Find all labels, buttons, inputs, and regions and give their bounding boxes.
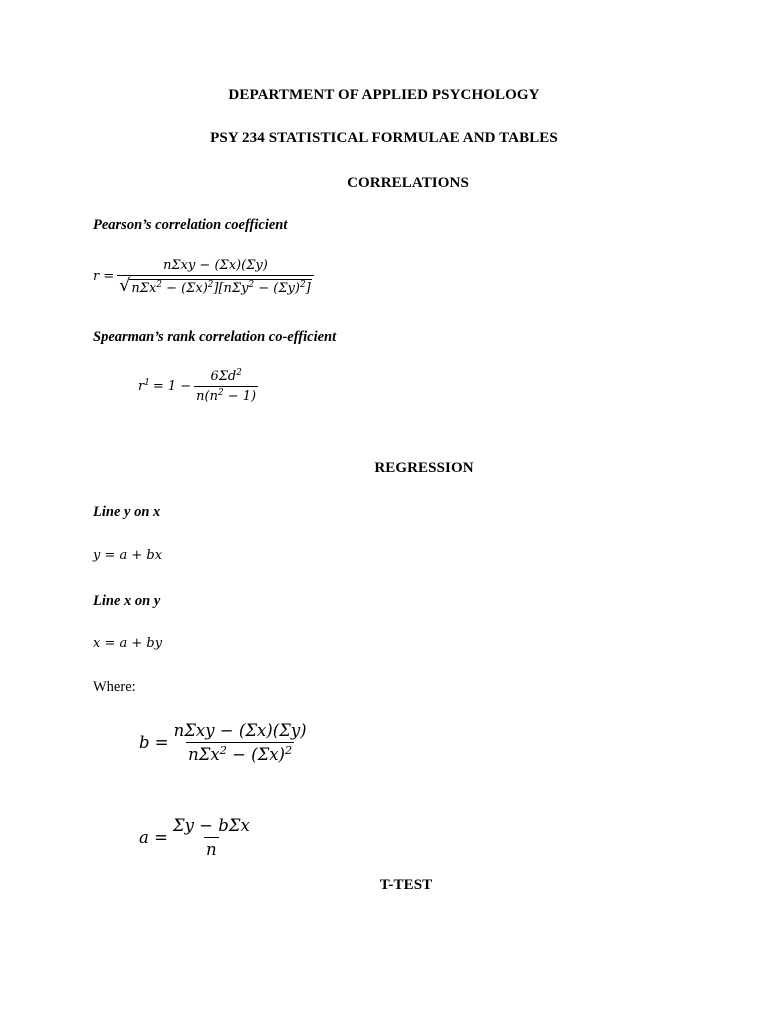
b-formula <box>139 721 309 764</box>
line-y-on-x-equation: y = a + bx <box>93 548 163 563</box>
b-numerator: nΣxy − (Σx)(Σy) <box>173 721 307 740</box>
a-denominator: n <box>204 837 219 859</box>
pearson-fraction <box>117 258 313 296</box>
section-heading-regression: REGRESSION <box>374 460 474 476</box>
section-heading-correlations: CORRELATIONS <box>347 175 469 191</box>
b-fraction <box>172 721 309 764</box>
a-numerator: Σy − bΣx <box>172 816 250 835</box>
spearman-fraction <box>194 369 258 404</box>
a-fraction <box>171 816 252 859</box>
spearman-label: Spearman’s rank correlation co-efficient <box>93 329 337 345</box>
line-x-on-y-equation: x = a + by <box>93 636 163 651</box>
course-title: PSY 234 STATISTICAL FORMULAE AND TABLES <box>210 130 558 146</box>
pearson-formula <box>93 258 314 296</box>
spearman-numerator: $6\Sigma d^2$ <box>210 368 242 384</box>
pearson-label: Pearson’s correlation coefficient <box>93 217 288 233</box>
section-heading-ttest: T-TEST <box>379 877 433 893</box>
where-label: Where: <box>93 679 136 695</box>
pearson-denominator: √ $n\Sigma x^2 - (\Sigma x)^2][n\Sigma y^2 - (\Sigma y)^2]$ <box>117 275 313 296</box>
b-lhs: b = <box>139 733 169 752</box>
a-formula <box>139 816 252 859</box>
department-title: DEPARTMENT OF APPLIED PSYCHOLOGY <box>228 87 540 103</box>
b-denominator: $n\Sigma x^2 - (\Sigma x)^2$ <box>188 743 293 764</box>
spearman-rhs-prefix: = 1 − <box>152 379 192 394</box>
line-x-on-y-label: Line x on y <box>93 593 161 609</box>
spearman-lhs: $r^1$ <box>138 378 150 394</box>
a-lhs: a = <box>139 828 168 847</box>
spearman-denominator: $n(n^2 - 1)$ <box>194 386 258 404</box>
pearson-lhs: r = <box>93 269 115 285</box>
pearson-numerator: nΣxy − (Σx)(Σy) <box>163 258 268 273</box>
line-y-on-x-label: Line y on x <box>93 504 161 520</box>
spearman-formula <box>138 369 258 404</box>
